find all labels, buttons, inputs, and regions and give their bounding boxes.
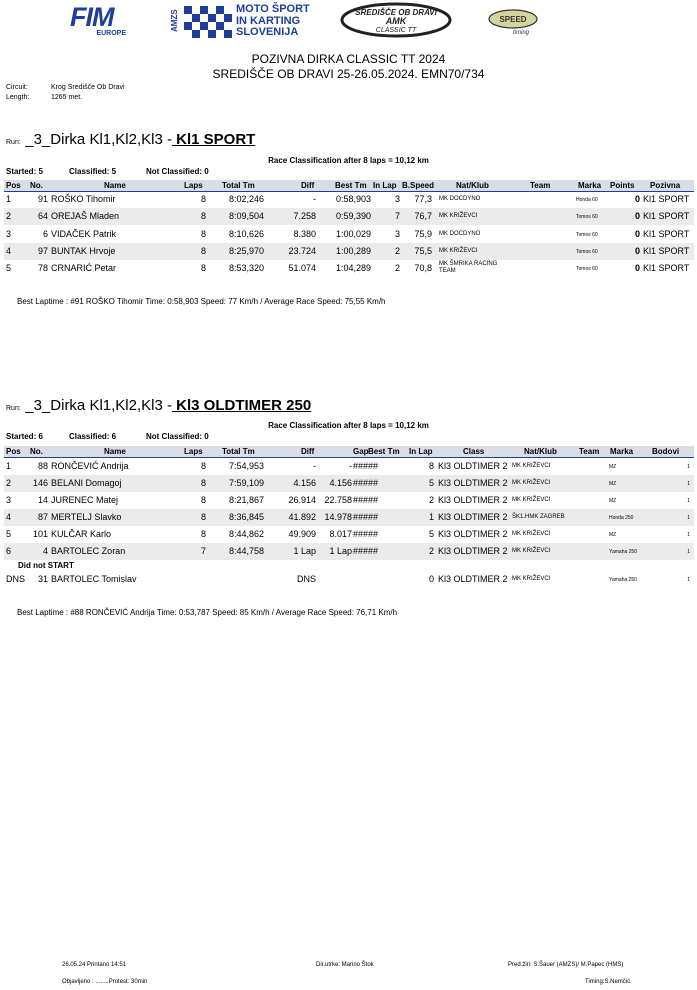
row-points: 0 [634, 245, 640, 256]
row-total-time: 8:44,862 [228, 529, 264, 539]
race1-col-no: No. [30, 181, 43, 190]
row-diff: 26.914 [288, 495, 316, 505]
row-pos: 6 [6, 546, 12, 556]
row-club: MK KRIŽEVCI [512, 548, 551, 554]
row-pozivna: Kl1 SPORT [643, 263, 690, 274]
row-in-lap: 2 [428, 546, 434, 556]
row-name: BELANI Domagoj [51, 478, 122, 488]
row-laps: 8 [200, 529, 206, 539]
row-best-time: ##### [353, 495, 379, 505]
row-laps: 8 [200, 228, 206, 239]
circuit-label: Circuit: [6, 84, 28, 91]
checkered-flag-icon [184, 6, 232, 38]
row-class: Kl3 OLDTIMER 2 [438, 478, 508, 488]
race2-not-classified: Not Classified: 0 [146, 432, 209, 441]
race1-run-label: Run: [6, 139, 21, 146]
row-best-time: 0:58,903 [335, 194, 371, 204]
footer-printed: 26.05.24 Printano 14:51 [62, 962, 127, 968]
sredisce-bottom-text: CLASSIC TT [375, 27, 417, 34]
row-club: MK KRIŽEVCI [512, 497, 551, 503]
row-name: KULČAR Karlo [51, 529, 112, 539]
row-pos: 1 [6, 194, 12, 204]
race1-col-pos: Pos [6, 181, 21, 190]
race1-col-pozivna: Pozivna [650, 181, 681, 190]
row-number: 87 [37, 512, 48, 522]
fim-logo [70, 4, 132, 38]
dns-bodovi: 1 [687, 577, 690, 583]
row-name: ROŠKO Tihomir [51, 194, 116, 204]
row-pozivna: Kl1 SPORT [643, 228, 690, 239]
row-best-time: ##### [353, 512, 379, 522]
row-bodovi: 1 [687, 481, 690, 487]
row-total-time: 8:25,970 [228, 245, 264, 256]
row-in-lap: 2 [394, 245, 400, 256]
row-diff: 41.892 [288, 512, 316, 522]
row-bodovi: 1 [687, 464, 690, 470]
row-points: 0 [634, 194, 640, 204]
race1-table-row [4, 260, 694, 277]
length-label: Length: [6, 94, 30, 101]
row-total-time: 8:21,867 [228, 495, 264, 505]
row-gap: 4.156 [329, 478, 352, 488]
race1-classified: Classified: 5 [69, 167, 117, 176]
row-marka: Tomos 60 [576, 248, 598, 255]
row-pozivna: Kl1 SPORT [643, 211, 690, 222]
row-name: BUNTAK Hrvoje [51, 245, 116, 256]
event-title: POZIVNA DIRKA CLASSIC TT 2024 [251, 52, 446, 66]
race2-dns-header: Did not START [18, 561, 74, 570]
row-in-lap: 2 [394, 263, 400, 274]
row-in-lap: 7 [394, 211, 400, 222]
row-number: 6 [42, 228, 48, 239]
dns-inlap: 0 [428, 574, 434, 584]
row-laps: 8 [200, 245, 206, 256]
row-name: CRNARIĆ Petar [51, 263, 117, 274]
fim-logo-text: FIM [70, 2, 114, 32]
row-number: 97 [37, 245, 48, 256]
row-pos: 3 [6, 495, 12, 505]
row-diff: 23.724 [288, 245, 316, 256]
timing-top-text: SPEED [499, 15, 527, 24]
footer-judges: Pred.žiri: S.Šauer (AMZS)/ M.Papec (HMS) [508, 962, 624, 968]
row-pozivna: Kl1 SPORT [643, 194, 690, 204]
race1-col-club: Nat/Klub [456, 181, 489, 190]
row-diff: 51.074 [288, 263, 316, 274]
row-total-time: 7:59,109 [228, 478, 264, 488]
row-marka: MZ [609, 498, 617, 504]
amzs-logo-text [236, 4, 310, 39]
race2-table-row [4, 458, 694, 475]
row-pos: 2 [6, 211, 12, 222]
row-total-time: 8:10,626 [228, 228, 264, 239]
row-name: OREJAŠ Mladen [51, 211, 120, 222]
row-best-speed: 77,3 [414, 194, 432, 204]
row-best-time: 1:00,029 [335, 228, 371, 239]
race2-subtitle: Race Classification after 8 laps = 10,12 km [268, 421, 429, 430]
length-value: 1265 met. [51, 94, 83, 101]
race1-run-name: _3_Dirka Kl1,Kl2,Kl3 - [25, 131, 172, 148]
row-pozivna: Kl1 SPORT [643, 245, 690, 256]
row-laps: 8 [200, 512, 206, 522]
row-in-lap: 1 [428, 512, 434, 522]
row-pos: 4 [6, 512, 12, 522]
row-laps: 8 [200, 478, 206, 488]
row-marka: Tomos 60 [576, 266, 598, 273]
row-total-time: 8:09,504 [228, 211, 264, 222]
dns-club: MK KRIŽEVCI [512, 576, 551, 582]
race2-col-laps: Laps [184, 447, 203, 456]
race2-col-marka: Marka [610, 447, 634, 456]
row-laps: 7 [200, 546, 206, 556]
race2-table-header [4, 446, 694, 458]
dns-diff: DNS [296, 574, 316, 584]
race2-started: Started: 6 [6, 432, 43, 441]
race1-col-name: Name [104, 181, 126, 190]
row-club: ŠK1.HMK ZAGREB [512, 514, 565, 520]
row-marka: Honda 250 [609, 515, 634, 521]
row-pos: 3 [6, 228, 12, 239]
footer-timing: Timing:S.Nemčić [585, 979, 631, 985]
row-club: MK KRIŽEVCI [512, 463, 551, 469]
row-laps: 8 [200, 495, 206, 505]
sredisce-classic-tt-logo [340, 2, 452, 38]
row-club: MK KRIŽEVCI [512, 480, 551, 486]
row-laps: 8 [200, 194, 206, 204]
row-name: MERTELJ Slavko [51, 512, 122, 522]
row-bodovi: 1 [687, 515, 690, 521]
row-pos: 2 [6, 478, 12, 488]
row-number: 88 [37, 461, 48, 471]
race1-col-inlap: In Lap [373, 181, 397, 190]
row-diff: 1 Lap [293, 546, 316, 556]
amzs-line-1: MOTO ŠPORT [236, 3, 310, 15]
row-best-time: ##### [353, 529, 379, 539]
sredisce-mid-text: AMK [385, 16, 407, 26]
race2-table-row [4, 509, 694, 526]
row-gap: 22.758 [324, 495, 352, 505]
race2-col-bodovi: Bodovi [652, 447, 680, 456]
row-marka: MZ [609, 464, 617, 470]
row-in-lap: 3 [394, 228, 400, 239]
row-best-speed: 75,9 [414, 228, 432, 239]
amzs-side-text: AMZS [170, 9, 179, 33]
race2-col-class: Class [463, 447, 485, 456]
row-diff: - [313, 461, 316, 471]
row-pos: 4 [6, 245, 12, 256]
row-in-lap: 8 [428, 461, 434, 471]
row-class: Kl3 OLDTIMER 2 [438, 529, 508, 539]
row-class: Kl3 OLDTIMER 2 [438, 512, 508, 522]
row-in-lap: 2 [428, 495, 434, 505]
race2-best-lap: Best Laptime : #88 RONČEVIĆ Andrija Time: 0:53,787 Speed: 85 Km/h / Average Race Speed: 76,71 Km/h [17, 608, 398, 617]
row-laps: 8 [200, 461, 206, 471]
row-number: 4 [42, 546, 48, 556]
row-marka: Tomos 60 [576, 214, 598, 221]
row-points: 0 [634, 228, 640, 239]
race1-table-row [4, 243, 694, 260]
row-name: JURENEC Matej [51, 495, 119, 505]
race2-table-row [4, 475, 694, 492]
race2-col-total: Total Tm [222, 447, 255, 456]
race2-col-pos: Pos [6, 447, 21, 456]
race2-col-name: Name [104, 447, 126, 456]
row-points: 0 [634, 211, 640, 222]
footer-published: Objavljeno : ........Protest: 30min [62, 979, 148, 985]
row-bodovi: 1 [687, 498, 690, 504]
row-bodovi: 1 [687, 532, 690, 538]
amzs-logo [170, 3, 320, 39]
race2-col-best: Best Tm [368, 447, 400, 456]
race1-col-marka: Marka [578, 181, 602, 190]
row-marka: MZ [609, 481, 617, 487]
race1-subtitle: Race Classification after 8 laps = 10,12 km [268, 156, 429, 165]
row-best-time: ##### [353, 478, 379, 488]
race1-col-total: Total Tm [222, 181, 255, 190]
row-in-lap: 5 [428, 529, 434, 539]
race1-table-row [4, 191, 694, 208]
row-club: MK ŠMRIKA RACING TEAM [439, 261, 498, 275]
row-number: 64 [37, 211, 48, 222]
row-best-time: 1:04,289 [335, 263, 371, 274]
row-club: MK DOCDYNO [439, 230, 481, 237]
race2-col-club: Nat/Klub [524, 447, 557, 456]
amzs-line-3: SLOVENIJA [236, 26, 299, 38]
race1-table-row [4, 208, 694, 225]
row-diff: 49.909 [288, 529, 316, 539]
race2-dns-row [4, 571, 694, 588]
row-marka: Tomos 60 [576, 231, 598, 238]
race2-col-team: Team [579, 447, 600, 456]
row-laps: 8 [200, 263, 206, 274]
race1-best-lap: Best Laptime : #91 ROŠKO Tihomir Time: 0:58,903 Speed: 77 Km/h / Average Race Speed: 75,55 Km/h [17, 297, 386, 306]
row-best-time: 1:00,289 [335, 245, 371, 256]
footer-director: Dir.utrke: Marino Štok [316, 962, 374, 968]
race2-classified: Classified: 6 [69, 432, 117, 441]
race1-col-best: Best Tm [335, 181, 367, 190]
row-pos: 1 [6, 461, 12, 471]
race2-col-gap: Gap [353, 447, 369, 456]
circuit-value: Krog Središče Ob Dravi [51, 84, 125, 91]
race1-not-classified: Not Classified: 0 [146, 167, 209, 176]
row-bodovi: 1 [687, 549, 690, 555]
amzs-line-2: IN KARTING [236, 14, 301, 27]
row-marka: Yamaha 250 [609, 549, 637, 555]
speed-timing-logo [487, 8, 539, 36]
row-total-time: 8:53,320 [228, 263, 264, 274]
row-best-speed: 75,5 [414, 245, 432, 256]
row-gap: 1 Lap [329, 546, 352, 556]
row-diff: 8.380 [293, 228, 316, 239]
race1-col-laps: Laps [184, 181, 203, 190]
row-total-time: 8:36,845 [228, 512, 264, 522]
race1-run-heading [6, 131, 255, 149]
race2-table-row [4, 492, 694, 509]
race2-table-row [4, 543, 694, 560]
row-best-time: ##### [353, 461, 379, 471]
row-class: Kl3 OLDTIMER 2 [438, 461, 508, 471]
row-diff: - [313, 194, 316, 204]
row-class: Kl3 OLDTIMER 2 [438, 546, 508, 556]
row-number: 78 [37, 263, 48, 274]
row-number: 146 [32, 478, 48, 488]
race2-col-diff: Diff [301, 447, 315, 456]
row-club: MK KRIŽEVCI [512, 531, 551, 537]
row-number: 101 [32, 529, 48, 539]
dns-no: 31 [37, 574, 48, 584]
dns-name: BARTOLEC Tomislav [51, 574, 137, 584]
dns-marka: Yamaha 250 [609, 577, 637, 583]
race1-col-team: Team [530, 181, 551, 190]
row-best-speed: 70,8 [414, 263, 432, 274]
dns-pos: DNS [6, 574, 26, 584]
race1-table-row [4, 226, 694, 243]
race1-col-points: Points [610, 181, 635, 190]
row-laps: 8 [200, 211, 206, 222]
row-marka: MZ [609, 532, 617, 538]
row-name: VIDAČEK Patrik [51, 228, 117, 239]
race2-col-no: No. [30, 447, 43, 456]
fim-logo-sub: EUROPE [96, 30, 126, 37]
race1-started: Started: 5 [6, 167, 43, 176]
row-pos: 5 [6, 529, 12, 539]
row-best-speed: 76,7 [414, 211, 432, 222]
timing-bottom-text: timing [512, 30, 530, 36]
row-name: BARTOLEC Zoran [51, 546, 126, 556]
row-in-lap: 3 [394, 194, 400, 204]
row-name: RONČEVIĆ Andrija [51, 461, 129, 471]
sredisce-top-text: SREDIŠČE OB DRAVI [355, 8, 437, 17]
race1-col-diff: Diff [301, 181, 315, 190]
row-gap: 14.978 [324, 512, 352, 522]
row-number: 91 [37, 194, 48, 204]
row-total-time: 7:54,953 [228, 461, 264, 471]
row-total-time: 8:44,758 [228, 546, 264, 556]
race2-run-name: _3_Dirka Kl1,Kl2,Kl3 - [25, 397, 172, 414]
row-points: 0 [634, 263, 640, 274]
race2-run-heading [6, 397, 311, 415]
race2-col-inlap: In Lap [409, 447, 433, 456]
row-diff: 7.258 [293, 211, 316, 222]
row-number: 14 [37, 495, 48, 505]
race1-category: Kl1 SPORT [171, 131, 256, 148]
row-pos: 5 [6, 263, 12, 274]
row-class: Kl3 OLDTIMER 2 [438, 495, 508, 505]
row-total-time: 8:02,246 [228, 194, 264, 204]
race2-run-label: Run: [6, 405, 21, 412]
race1-col-speed: B.Speed [402, 181, 435, 190]
row-best-time: ##### [353, 546, 379, 556]
row-in-lap: 5 [428, 478, 434, 488]
row-diff: 4.156 [293, 478, 316, 488]
row-club: MK DOCDYNO [439, 196, 481, 202]
row-gap: - [349, 461, 352, 471]
race2-category: Kl3 OLDTIMER 250 [171, 397, 312, 414]
row-gap: 8.017 [329, 529, 352, 539]
row-club: MK KRIŽEVCI [439, 247, 478, 254]
row-club: MK KRIŽEVCI [439, 213, 478, 220]
event-subtitle: SREDIŠČE OB DRAVI 25-26.05.2024. EMN70/734 [212, 67, 485, 81]
race2-table-row [4, 526, 694, 543]
row-marka: Honda 60 [576, 197, 598, 203]
row-best-time: 0:59,390 [335, 211, 371, 222]
dns-class: Kl3 OLDTIMER 2 [438, 574, 508, 584]
